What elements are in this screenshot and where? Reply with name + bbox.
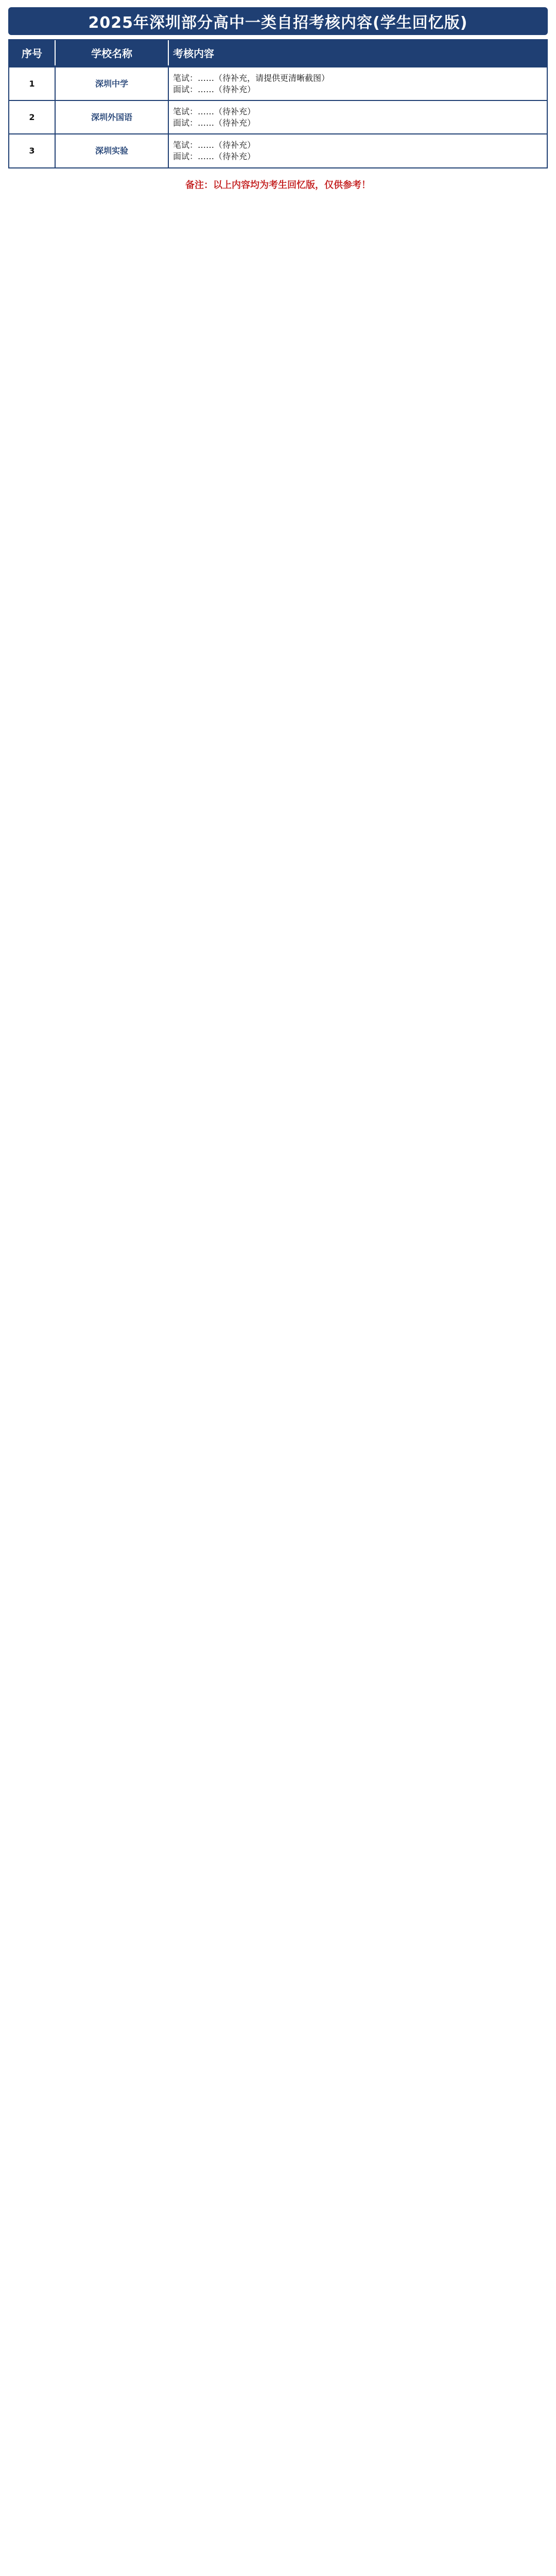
table-row: [9, 100, 547, 133]
school-table: [8, 66, 548, 168]
header-content: 考核内容: [173, 47, 214, 60]
table-row: [9, 66, 547, 100]
table-row: [9, 133, 547, 167]
school-name: 深圳实验: [56, 134, 169, 167]
assessment-content: 笔试：……（待补充） 面试：……（待补充）: [173, 140, 256, 161]
assessment-content: 笔试：……（待补充） 面试：……（待补充）: [173, 107, 256, 128]
page-title: 2025年深圳部分高中一类自招考核内容(学生回忆版): [8, 7, 548, 35]
header-school: 学校名称: [56, 40, 169, 65]
assessment-content: 笔试：……（待补充，请提供更清晰截图） 面试：……（待补充）: [173, 73, 330, 94]
school-name: 深圳中学: [56, 67, 169, 100]
row-number: 2: [9, 101, 56, 133]
row-number: 1: [9, 67, 56, 100]
header-no: 序号: [9, 40, 56, 65]
row-number: 3: [9, 134, 56, 167]
school-name: 深圳外国语: [56, 101, 169, 133]
table-header: [8, 39, 548, 66]
footer-note: 备注：以上内容均为考生回忆版，仅供参考！: [185, 179, 371, 191]
